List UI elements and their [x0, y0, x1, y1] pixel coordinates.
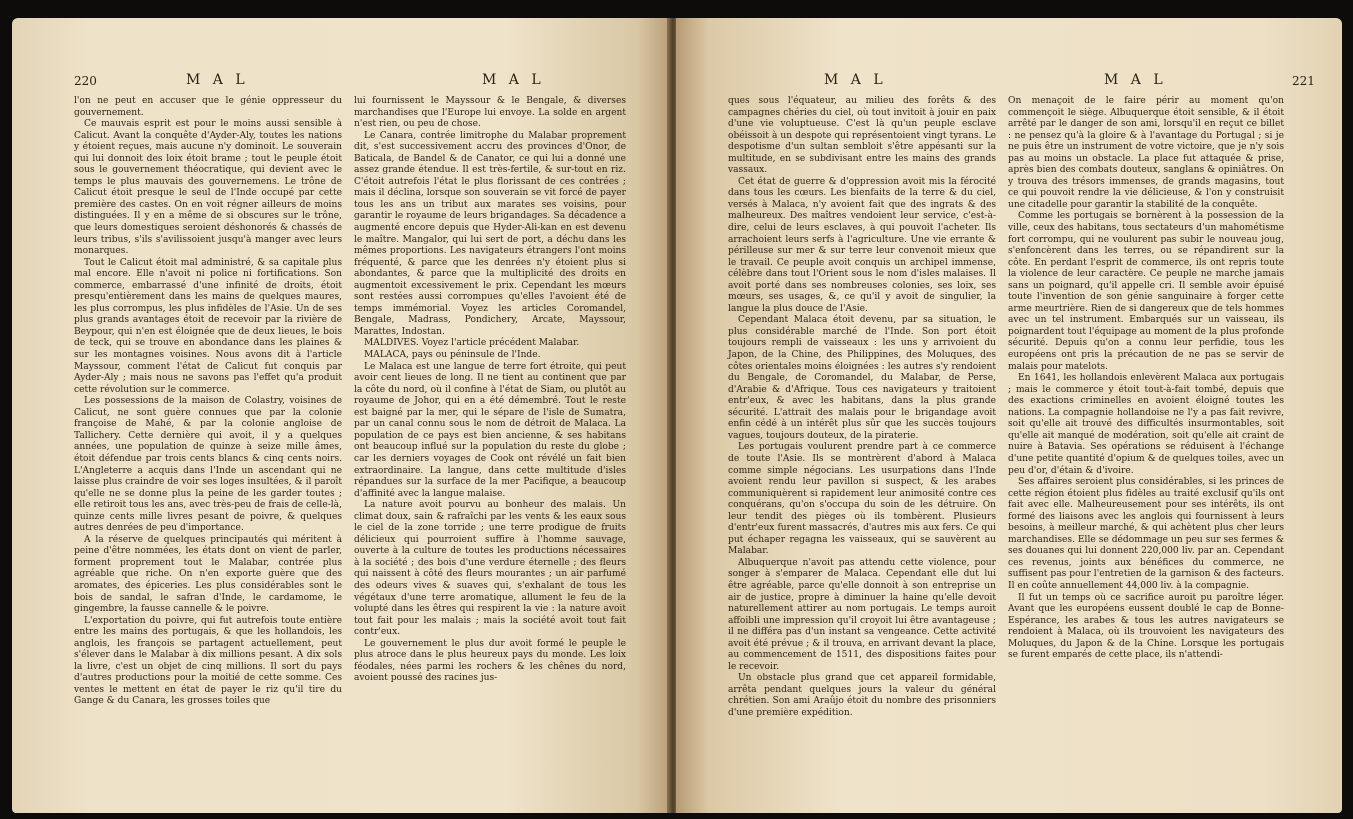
paragraph: Un obstacle plus grand que cet appareil formidable, arrêta pendant quelques jours la valeur du général chrétien. Son ami Araûjo étoit du nombre des prisonniers d'une première expédition. — [728, 673, 996, 718]
paragraph: Ce mauvais esprit est pour le moins aussi sensible à Calicut. Avant la conquête d'Ayder-Aly, toutes les nations y étoient reçues, mais aucune n'y dominoit. Le souverain qui lui donnoit des loix étoit brame ; tout le peuple étoit sous le gouvernement théocratique, qui devient avec le temps le plus mauvais des gouvernemens. Le trône de Calicut étoit presque le seul de l'Inde occupé par cette première des castes. On en voit régner ailleurs de moins distinguées. Il y en a même de si obscures sur le trône, que leurs domestiques seroient déshonorés & chassés de leurs tribus, s'ils s'avilissoient jusqu'à manger avec leurs monarques. — [74, 119, 342, 257]
paragraph: lui fournissent le Mayssour & le Bengale, & diverses marchandises que l'Europe lui envoye. La solde en argent n'est rien, ou peu de chose. — [354, 96, 626, 130]
paragraph: Les portugais voulurent prendre part à ce commerce de toute l'Asie. Ils se montrèrent d'abord à Malaca comme simple négocians. Les usurpations dans l'Inde avoient rendu leur pavillon si suspect, & les arabes communiquèrent si rapidement leur animosité contre ces conquérans, qu'on s'occupa du soin de les détruire. On leur tendit des pièges où ils tombèrent. Plusieurs d'entr'eux furent massacrés, d'autres mis aux fers. Ce qui put échaper regagna les vaisseaux, qui se sauvèrent au Malabar. — [728, 442, 996, 557]
paragraph: l'on ne peut en accuser que le génie oppresseur du gouvernement. — [74, 96, 342, 118]
text-column-1 — [728, 96, 996, 720]
paragraph: ques sous l'équateur, au milieu des forêts & des campagnes chéries du ciel, où tout invitoit à jouir en paix d'une vie voluptueuse. C'est là qu'un peuple esclave obéissoit à un despote qui représentoient vingt tyrans. Le despotisme d'un sultan sembloit s'être appésanti sur la multitude, en se subdivisant entre les mains des grands vassaux. — [728, 96, 996, 176]
paragraph: Le Malaca est une langue de terre fort étroite, qui peut avoir cent lieues de long. Il ne tient au continent que par la côte du nord, où il confine à l'état de Siam, ou plutôt au royaume de Johor, qui en a été démembré. Tout le reste est baigné par la mer, qui le sépare de l'isle de Sumatra, par un canal connu sous le nom de détroit de Malaca. La population de ce pays est bien ancienne, & ses habitans ont beaucoup influé sur la population du reste du globe ; car les derniers voyages de Cook ont révélé un fait bien extraordinaire. La langue, dans cette multitude d'isles répandues sur la surface de la mer Pacifique, a beaucoup d'affinité avec la langue malaise. — [354, 361, 626, 499]
text-column-1 — [74, 96, 342, 708]
paragraph: La nature avoit pourvu au bonheur des malais. Un climat doux, sain & rafraîchi par les vents & les eaux sous le ciel de la zone torride ; une terre prodigue de fruits délicieux qui pourroient suffire à l'homme sauvage, ouverte à la culture de toutes les productions nécessaires à la société ; des bois d'une verdure éternelle ; des fleurs qui naissent à côté des fleurs mourantes ; un air parfumé des odeurs vives & suaves qui, s'exhalant de tous les végétaux d'une terre aromatique, allument le feu de la volupté dans les êtres qui respirent la vie : la nature avoit tout fait pour les malais ; mais la société avoit tout fait contr'eux. — [354, 500, 626, 638]
paragraph: On menaçoit de le faire périr au moment qu'on commençoit le siège. Albuquerque étoit sensible, & il étoit arrêté par le danger de son ami, lorsqu'il en reçut ce billet : ne pensez qu'à la gloire & à l'avantage du Portugal ; si je ne puis être un instrument de votre victoire, que je n'y sois pas au moins un obstacle. La place fut attaquée & prise, après bien des combats douteux, sanglans & opiniâtres. On y trouva des trésors immenses, de grands magasins, tout ce qui pouvoit rendre la vie délicieuse, & l'on y construisit une citadelle pour garantir la stabilité de la conquête. — [1008, 96, 1284, 210]
paragraph: Albuquerque n'avoit pas attendu cette violence, pour songer à s'emparer de Malaca. Cependant elle dut lui être agréable, parce qu'elle donnoit à son entreprise un air de justice, propre à diminuer la haine qu'elle devoit naturellement attirer au nom portugais. Le temps auroit affoibli une impression qu'il croyoit lui être avantageuse ; il ne différa pas d'un instant sa vengeance. Cette activité avoit été prévue ; & il trouva, en arrivant devant la place, au commencement de 1511, des dispositions faites pour le recevoir. — [728, 557, 996, 672]
paragraph: Comme les portugais se bornèrent à la possession de la ville, ceux des habitans, tous sectateurs d'un mahométisme fort corrompu, qui ne voulurent pas subir le nouveau joug, s'enfoncèrent dans les terres, ou se répandirent sur la côte. En perdant l'esprit de commerce, ils ont repris toute la violence de leur caractère. Ce peuple ne marche jamais sans un poignard, qu'il appelle cri. Il semble avoir épuisé toute l'invention de son génie sanguinaire à forger cette arme meurtrière. Rien de si dangereux que de tels hommes avec un tel instrument. Embarqués sur un vaisseau, ils poignardent tout l'équipage au moment de la plus profonde sécurité. Depuis qu'on a connu leur perfidie, tous les européens ont pris la précaution de ne pas se servir de malais pour matelots. — [1008, 211, 1284, 372]
page-number: 221 — [1292, 74, 1315, 88]
left-page — [12, 18, 670, 813]
paragraph: Il fut un temps où ce sacrifice auroit pu paroître léger. Avant que les européens eussent doublé le cap de Bonne-Espérance, les arabes & tous les autres navigateurs se rendoient à Malaca, où ils trouvoient les navigateurs des Moluques, du Japon & de la Chine. Lorsque les portugais se furent emparés de cette place, ils n'attendi- — [1008, 592, 1284, 661]
paragraph: Le gouvernement le plus dur avoit formé le peuple le plus atroce dans le plus heureux pays du monde. Les loix féodales, nées parmi les rochers & les chênes du nord, avoient poussé des racines jus- — [354, 638, 626, 684]
open-book — [12, 18, 1342, 813]
paragraph: Cet état de guerre & d'oppression avoit mis la férocité dans tous les cœurs. Les bienfaits de la terre & du ciel, versés à Malaca, n'y avoient fait que des ingrats & des malheureux. Des maîtres vendoient leur service, c'est-à-dire, celui de leurs esclaves, à qui pouvoit l'acheter. Ils arrachoient leurs serfs à l'agriculture. Une vie errante & périlleuse sur mer & sur terre leur convenoit mieux que le travail. Ce peuple avoit conquis un archipel immense, célèbre dans tout l'Orient sous le nom d'isles malaises. Il avoit porté dans ses nombreuses colonies, ses loix, ses mœurs, ses usages, &, ce qu'il y avoit de singulier, la langue la plus douce de l'Asie. — [728, 176, 996, 314]
right-page — [676, 18, 1342, 813]
paragraph: Le Canara, contrée limitrophe du Malabar proprement dit, s'est successivement accru des provinces d'Onor, de Baticala, de Bandel & de Canator, ce qui lui a donné une assez grande étendue. Il est très-fertile, & sur-tout en riz. C'étoit autrefois l'état le plus florissant de ces contrées ; mais il déclina, lorsque son souverain se vit forcé de payer tous les ans un tribut aux marates ses voisins, pour garantir le royaume de leurs brigandages. Sa décadence a augmenté encore depuis que Hyder-Ali-kan en est devenu le maître. Mangalor, qui lui sert de port, a déchu dans les mêmes proportions. Les navigateurs étrangers l'ont moins fréquenté, & parce que les denrées n'y étoient plus si abondantes, & parce que la multiplicité des droits en augmentoit excessivement le prix. Cependant les mœurs sont restées aussi corrompues qu'elles l'avoient été de temps immémorial. Voyez les articles Coromandel, Bengale, Madrass, Pondichery, Arcate, Mayssour, Marattes, Indostan. — [354, 130, 626, 337]
paragraph: Tout le Calicut étoit mal administré, & sa capitale plus mal encore. Elle n'avoit ni police ni fortifications. Son commerce, embarrassé d'une infinité de droits, étoit presqu'entièrement dans les mains de quelques maures, les plus corrompus, les plus infidèles de l'Asie. Un de ses plus grands avantages étoit de recevoir par la rivière de Beypour, qui n'en est éloignée que de deux lieues, le bois de teck, qui se trouve en abondance dans les plaines & sur les montagnes voisines. Nous avons dit à l'article Mayssour, comment l'état de Calicut fut conquis par Ayder-Aly ; mais nous ne savons pas l'effet qu'a produit cette révolution sur le commerce. — [74, 257, 342, 395]
paragraph: Cependant Malaca étoit devenu, par sa situation, le plus considérable marché de l'Inde. Son port étoit toujours rempli de vaisseaux : les uns y arrivoient du Japon, de la Chine, des Philippines, des Moluques, des côtes orientales moins éloignées : les autres s'y rendoient du Bengale, de Coromandel, du Malabar, de Perse, d'Arabie & d'Afrique. Tous ces navigateurs y traitoient entr'eux, & avec les habitans, dans la plus grande sécurité. L'attrait des malais pour le brigandage avoit enfin cédé à un intérêt plus sûr que les succès toujours vagues, toujours douteux, de la piraterie. — [728, 315, 996, 441]
text-column-2 — [1008, 96, 1284, 662]
paragraph: En 1641, les hollandois enlevèrent Malaca aux portugais ; mais le commerce y étoit tout-à-fait tombé, depuis que des exactions criminelles en avoient éloigné toutes les nations. La compagnie hollandoise ne l'y a pas fait revivre, soit qu'elle ait trouvé des difficultés insurmontables, soit qu'elle ait manqué de modération, soit qu'elle ait craint de nuire à Batavia. Ses opérations se réduisent à l'échange d'une petite quantité d'opium & de quelques toiles, avec un peu d'or, d'étain & d'ivoire. — [1008, 373, 1284, 476]
running-head: M A L — [1104, 72, 1167, 88]
paragraph: A la réserve de quelques principautés qui méritent à peine d'être nommées, les états dont on vient de parler, forment proprement tout le Malabar, contrée plus agréable que riche. On n'en exporte guère que des aromates, des épiceries. Les plus considérables sont le bois de sandal, le safran d'Inde, le cardamome, le gingembre, la fausse cannelle & le poivre. — [74, 534, 342, 615]
running-head: M A L — [824, 72, 887, 88]
running-head: M A L — [482, 72, 545, 88]
paragraph: Les possessions de la maison de Colastry, voisines de Calicut, ne sont guère connues que par la colonie françoise de Mahé, & par la colonie angloise de Tallichery. Cette dernière qui avoit, il y a quelques années, une population de quinze à seize mille âmes, étoit défendue par trois cents blancs & cinq cents noirs. L'Angleterre a acquis dans l'Inde un ascendant qui ne laisse plus craindre de voir ses loges insultées, & il paroît qu'elle ne se donne plus la peine de les garder toutes ; elle retiroit tous les ans, avec très-peu de frais de celle-là, quinze cents mille livres pesant de poivre, & quelques autres denrées de peu d'importance. — [74, 396, 342, 534]
paragraph: MALACA, pays ou péninsule de l'Inde. — [364, 350, 541, 361]
running-head: M A L — [186, 72, 249, 88]
text-column-2 — [354, 96, 626, 685]
page-number: 220 — [74, 74, 97, 88]
paragraph: MALDIVES. Voyez l'article précédent Malabar. — [364, 338, 580, 349]
paragraph: L'exportation du poivre, qui fut autrefois toute entière entre les mains des portugais, & que les hollandois, les anglois, les françois se partagent actuellement, peut s'élever dans le Malabar à dix millions pesant. A dix sols la livre, c'est un objet de cinq millions. Il sort du pays d'autres productions pour la moitié de cette somme. Ces ventes le mettent en état de payer le riz qu'il tire du Gange & du Canara, les grosses toiles que — [74, 615, 342, 707]
paragraph: Ses affaires seroient plus considérables, si les princes de cette région étoient plus fidèles au traité exclusif qu'ils ont fait avec elle. Malheureusement pour ses intérêts, ils ont formé des liaisons avec les anglois qui fournissent à leurs besoins, à meilleur marché, & qui achètent plus cher leurs marchandises. Elle se dédommage un peu sur ses fermes & ses douanes qui lui donnent 220,000 liv. par an. Cependant ces revenus, joints aux bénéfices du commerce, ne suffisent pas pour l'entretien de la garnison & des facteurs. Il en coûte annuellement 44,000 liv. à la compagnie. — [1008, 477, 1284, 591]
